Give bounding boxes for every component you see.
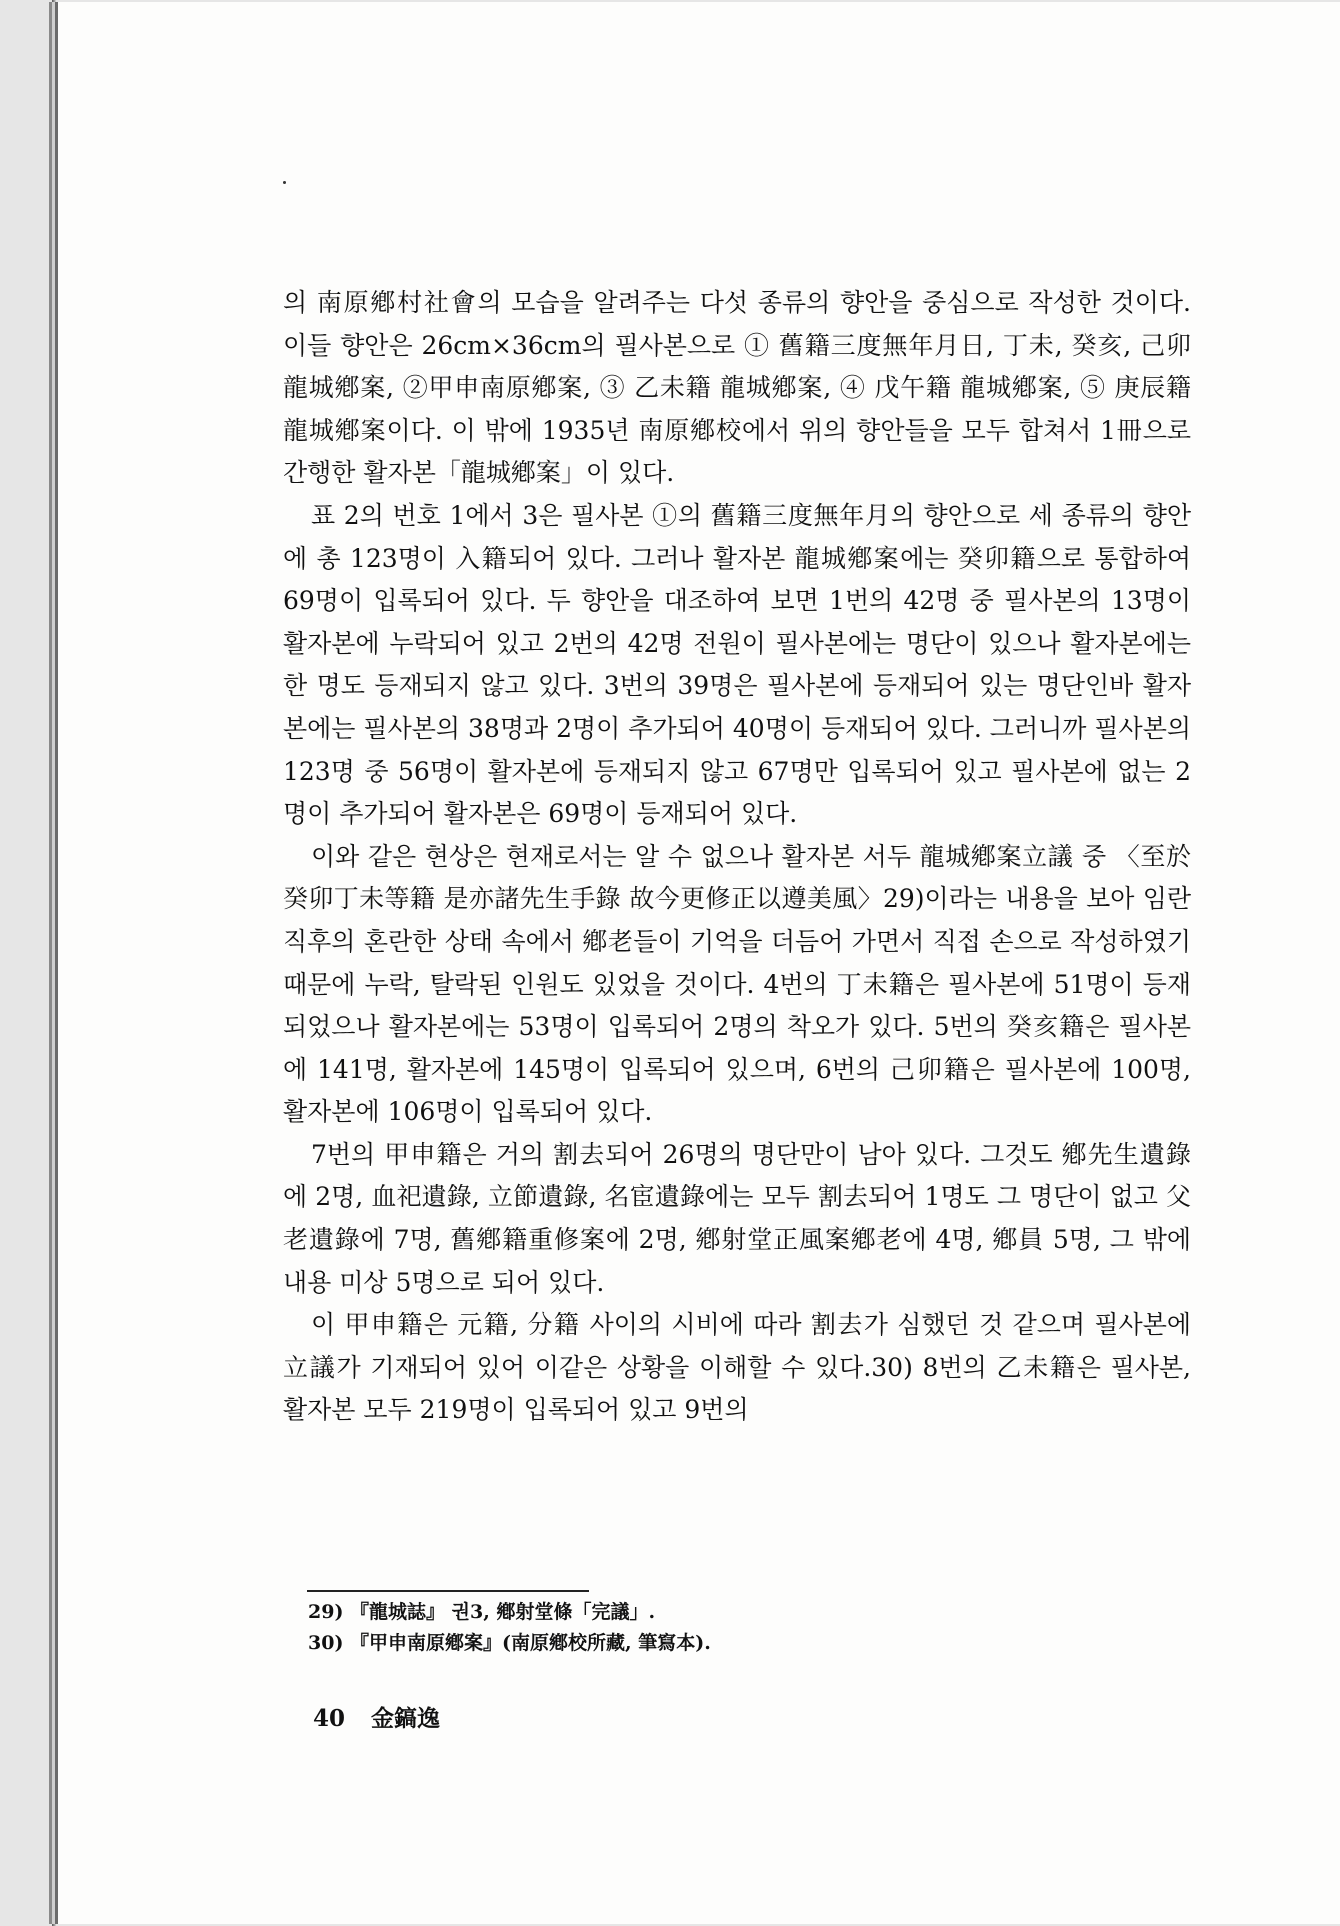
book-spine-edge xyxy=(52,0,56,1926)
paragraph: 7번의 甲申籍은 거의 割去되어 26명의 명단만이 남아 있다. 그것도 鄕先生遺錄에 2명, 血祀遺錄, 立節遺錄, 名宦遺錄에는 모두 割去되어 1명도 그 명단이 없고 父老遺錄에 7명, 舊鄕籍重修案에 2명, 鄕射堂正風案鄕老에 4명, 鄕員 5명, 그 밖에 내용 미상 5명으로 되어 있다. xyxy=(283,1139,1191,1297)
footnote-divider xyxy=(307,1590,589,1592)
footnote-29: 29) 『龍城誌』 권3, 鄕射堂條「完議」. xyxy=(308,1601,656,1623)
page-folio xyxy=(313,1700,440,1733)
paragraph: 의 南原鄕村社會의 모습을 알려주는 다섯 종류의 향안을 중심으로 작성한 것이다. 이들 향안은 26cm×36cm의 필사본으로 ① 舊籍三度無年月日, 丁未, 癸亥, 己卯龍城鄕案, ②甲申南原鄕案, ③ 乙未籍 龍城鄕案, ④ 戊午籍 龍城鄕案, ⑤ 庚辰籍 龍城鄕案이다. 이 밖에 1935년 南原鄕校에서 위의 향안들을 모두 합쳐서 1冊으로 간행한 활자본「龍城鄕案」이 있다. xyxy=(283,288,1191,488)
running-author: 金鎬逸 xyxy=(371,1705,441,1732)
footnotes xyxy=(308,1597,1188,1659)
body-text xyxy=(283,282,1191,1432)
paragraph: 이와 같은 현상은 현재로서는 알 수 없으나 활자본 서두 龍城鄕案立議 중 〈至於癸卯丁未等籍 是亦諸先生手錄 故今更修正以遵美風〉29)이라는 내용을 보아 임란 직후의 혼란한 상태 속에서 鄕老들이 기억을 더듬어 가면서 직접 손으로 작성하였기 때문에 누락, 탈락된 인원도 있었을 것이다. 4번의 丁未籍은 필사본에 51명이 등재되었으나 활자본에는 53명이 입록되어 2명의 착오가 있다. 5번의 癸亥籍은 필사본에 141명, 활자본에 145명이 입록되어 있으며, 6번의 己卯籍은 필사본에 100명, 활자본에 106명이 입록되어 있다. xyxy=(283,841,1191,1127)
paragraph: 이 甲申籍은 元籍, 分籍 사이의 시비에 따라 割去가 심했던 것 같으며 필사본에 立議가 기재되어 있어 이같은 상황을 이해할 수 있다.30) 8번의 乙未籍은 필사본, 활자본 모두 219명이 입록되어 있고 9번의 xyxy=(283,1310,1191,1425)
scan-speck xyxy=(283,181,286,184)
page-number: 40 xyxy=(313,1705,346,1732)
paragraph: 표 2의 번호 1에서 3은 필사본 ①의 舊籍三度無年月의 향안으로 세 종류의 향안에 총 123명이 入籍되어 있다. 그러나 활자본 龍城鄕案에는 癸卯籍으로 통합하여 69명이 입록되어 있다. 두 향안을 대조하여 보면 1번의 42명 중 필사본의 13명이 활자본에 누락되어 있고 2번의 42명 전원이 필사본에는 명단이 있으나 활자본에는 한 명도 등재되지 않고 있다. 3번의 39명은 필사본에 등재되어 있는 명단인바 활자본에는 필사본의 38명과 2명이 추가되어 40명이 등재되어 있다. 그러니까 필사본의 123명 중 56명이 활자본에 등재되지 않고 67명만 입록되어 있고 필사본에 없는 2명이 추가되어 활자본은 69명이 등재되어 있다. xyxy=(283,500,1191,829)
footnote-30: 30) 『甲申南原鄕案』(南原鄕校所藏, 筆寫本). xyxy=(308,1632,711,1654)
